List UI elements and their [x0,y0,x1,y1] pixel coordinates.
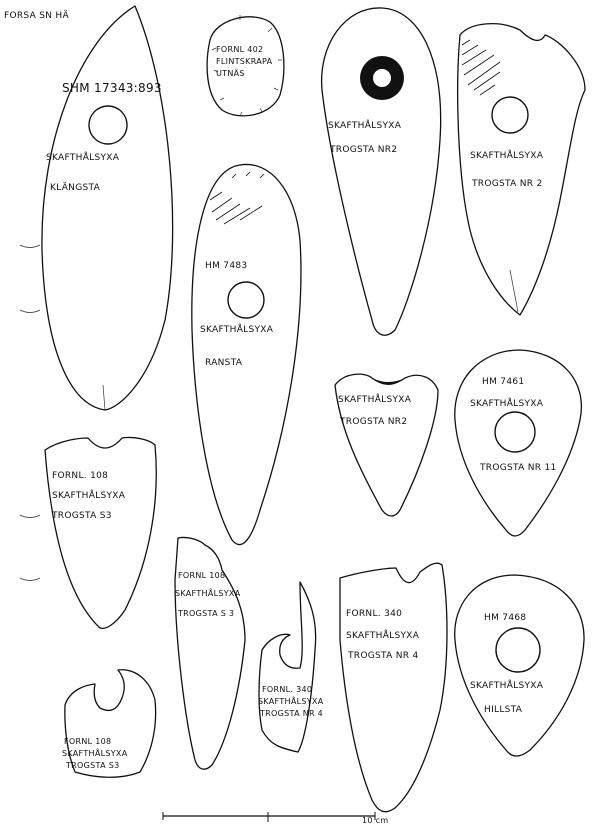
artifact-label: HILLSTA [484,705,523,715]
artifact-label: TROGSTA NR 4 [348,651,419,661]
artifact-label: TROGSTA NR 4 [260,709,324,718]
artifact-scraper-utnas [207,15,284,116]
artifact-label: TROGSTA NR 2 [472,179,543,189]
artifact-label: SKAFTHÅLSYXA [346,631,420,641]
artifact-axe-ransta [192,164,301,544]
artifact-label: SKAFTHÅLSYXA [328,121,402,131]
artifact-label: TROGSTA S3 [66,761,120,770]
artifact-label: KLÄNGSTA [50,183,101,193]
artifact-axe-klangsta [42,6,173,410]
artifact-label: TROGSTA NR2 [340,417,408,427]
artifact-label: FORNL 108 [178,571,226,580]
artifact-label: FORNL. 340 [262,685,313,694]
artifact-label: HM 7483 [205,261,248,271]
artifact-label: SKAFTHÅLSYXA [338,395,412,405]
artifact-axe-hillsta [455,575,584,756]
scale-bar [163,812,388,825]
artifact-axe-trogsta-nr2-b [458,24,585,315]
artifact-label: FORNL 108 [64,737,112,746]
artifact-label: TROGSTA NR 11 [480,463,557,473]
binder-mark [20,578,40,581]
artifact-label: TROGSTA S3 [52,511,112,521]
artifact-label: TROGSTA NR2 [330,145,398,155]
artifact-label: SKAFTHÅLSYXA [470,151,544,161]
binder-mark [20,515,40,518]
artifact-axe-fragment-trogsta-nr4-b [340,563,447,812]
artifact-label: SHM 17343:893 [62,81,162,95]
binder-mark [20,310,40,313]
artifact-label: SKAFTHÅLSYXA [258,697,324,706]
artifact-label: SKAFTHÅLSYXA [200,325,274,335]
artifact-label: FORNL 402 [216,45,264,54]
artifact-axe-trogsta-nr2-a [322,8,441,335]
artifact-label: RANSTA [205,358,243,368]
artifact-label: FORNL. 340 [346,609,403,619]
artifact-label: SKAFTHÅLSYXA [52,491,126,501]
artifact-label: UTNÄS [216,69,245,78]
artifact-label: FORNL. 108 [52,471,109,481]
parish-label: FORSA SN HÄ [4,11,69,21]
artifact-axe-fragment-trogsta-s3-c [62,670,156,777]
artifact-label: HM 7461 [482,377,525,387]
artifact-axe-fragment-trogsta-nr4-a [258,582,324,752]
artifact-axe-fragment-trogsta-s3-b [175,537,245,769]
artifact-label: FLINTSKRAPA [216,57,273,66]
artifact-label: HM 7468 [484,613,527,623]
artifact-axe-fragment-trogsta-s3-a [45,437,156,628]
artifact-label: SKAFTHÅLSYXA [175,589,241,598]
artifact-label: SKAFTHÅLSYXA [46,153,120,163]
artifact-label: SKAFTHÅLSYXA [470,681,544,691]
scale-label: 10 cm [362,816,389,825]
artifact-axe-trogsta-nr11 [455,350,582,536]
binder-mark [20,245,40,248]
artifact-label: SKAFTHÅLSYXA [470,399,544,409]
artifact-label: SKAFTHÅLSYXA [62,749,128,758]
artifact-axe-fragment-trogsta-nr2 [335,374,438,516]
artifact-label: TROGSTA S 3 [178,609,235,618]
